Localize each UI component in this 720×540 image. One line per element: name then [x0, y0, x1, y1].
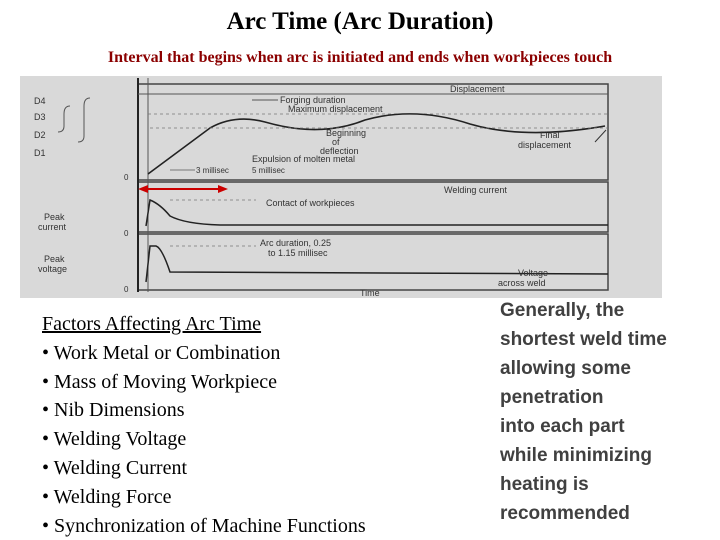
arc-duration-arrow — [138, 185, 228, 193]
label-peak-voltage-1: Peak — [44, 254, 65, 264]
factors-list — [42, 310, 472, 540]
label-d1: D1 — [34, 148, 46, 158]
note-line: penetration — [500, 387, 604, 408]
label-maximum-displacement: Maximum displacement — [288, 104, 383, 114]
slide-subtitle: Interval that begins when arc is initiated and ends when workpieces touch — [107, 49, 613, 66]
factor-item: • Work Metal or Combination — [42, 341, 281, 364]
note-line: while minimizing — [500, 445, 653, 466]
note-line: into each part — [500, 416, 625, 437]
label-zero-3: 0 — [124, 285, 129, 294]
label-displacement: Displacement — [450, 84, 505, 94]
factor-item: • Welding Force — [42, 485, 172, 508]
note-line: Generally, the — [500, 300, 625, 321]
label-contact-of-workpieces: Contact of workpieces — [266, 198, 355, 208]
arc-time-diagram — [20, 76, 662, 298]
label-zero-2: 0 — [124, 229, 129, 238]
label-d4: D4 — [34, 96, 46, 106]
factors-heading: Factors Affecting Arc Time — [42, 313, 262, 335]
label-arc-duration-2: to 1.15 millisec — [268, 248, 328, 258]
note-line: allowing some — [500, 358, 631, 379]
note-line: heating is — [500, 474, 589, 495]
label-expulsion: Expulsion of molten metal — [252, 154, 356, 164]
label-peak-current-1: Peak — [44, 212, 65, 222]
label-3ms: 3 millisec — [196, 166, 229, 175]
factor-item: • Welding Voltage — [42, 428, 187, 451]
label-welding-current: Welding current — [444, 185, 507, 195]
label-beginning-2: of — [332, 137, 340, 147]
label-d3: D3 — [34, 112, 46, 122]
label-peak-current-2: current — [38, 222, 67, 232]
factor-item: • Nib Dimensions — [42, 399, 185, 422]
note-line: shortest weld time — [500, 329, 667, 350]
factor-item: • Welding Current — [42, 456, 187, 479]
label-5ms: 5 millisec — [252, 166, 285, 175]
note-line: recommended — [500, 503, 630, 524]
label-peak-voltage-2: voltage — [38, 264, 68, 274]
factor-item: • Synchronization of Machine Functions — [42, 514, 366, 537]
slide-title: Arc Time (Arc Duration) — [226, 8, 494, 35]
factor-item: • Mass of Moving Workpiece — [42, 370, 277, 393]
label-d2: D2 — [34, 130, 46, 140]
label-final-1: Final — [540, 130, 560, 140]
label-forging-duration: Forging duration — [280, 95, 346, 105]
label-arc-duration-1: Arc duration, 0.25 — [260, 238, 332, 248]
label-voltage-1: Voltage — [518, 268, 549, 278]
label-voltage-2: across weld — [498, 278, 546, 288]
label-final-2: displacement — [518, 140, 572, 150]
label-time-axis: Time — [360, 288, 380, 298]
label-zero-1: 0 — [124, 173, 129, 182]
label-beginning-3: deflection — [320, 146, 359, 156]
label-beginning-1: Beginning — [326, 128, 367, 138]
recommendation-note — [500, 296, 710, 528]
